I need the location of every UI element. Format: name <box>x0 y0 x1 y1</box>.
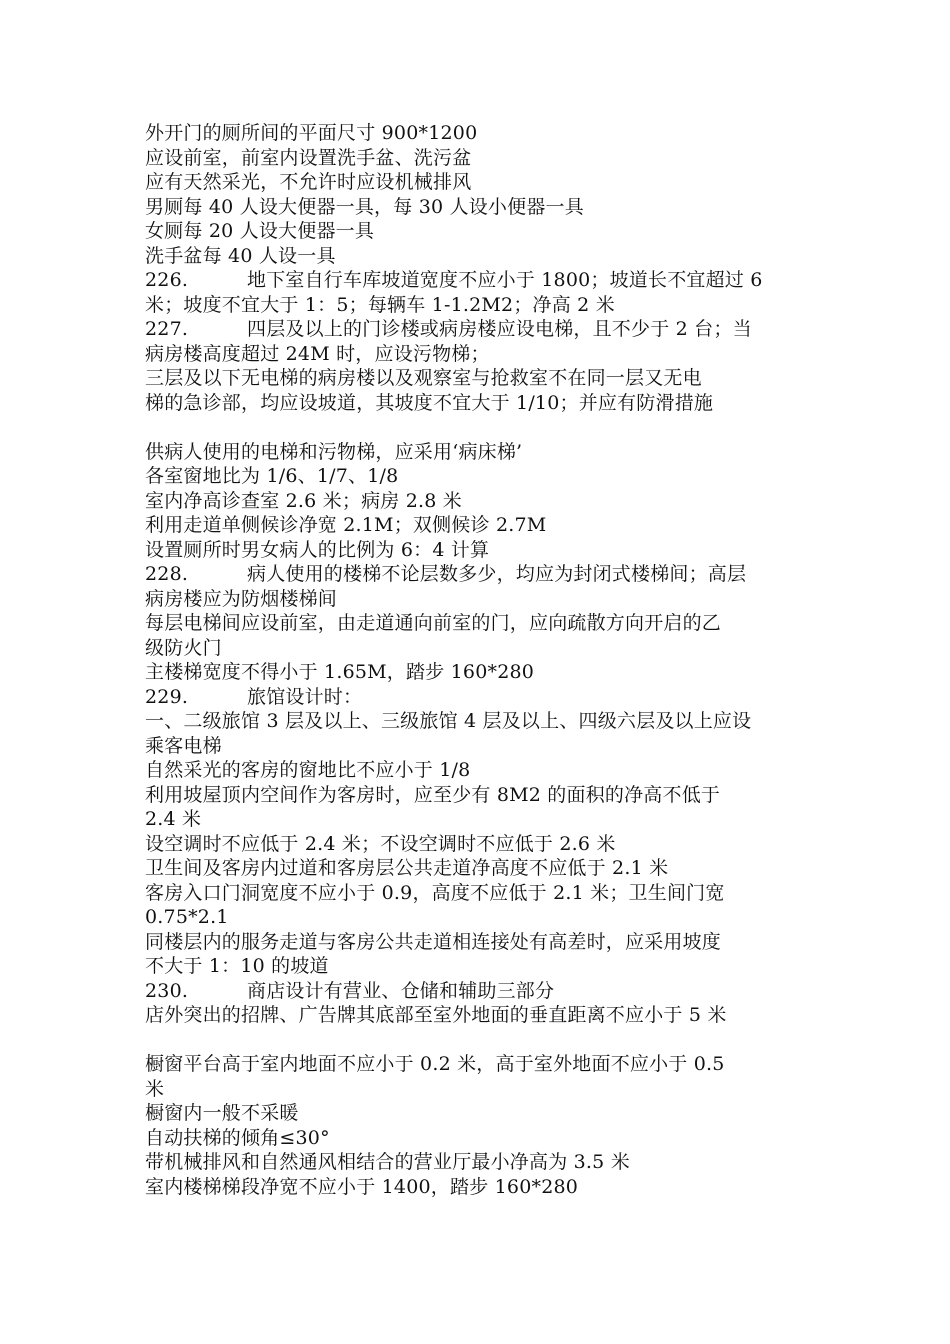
text-line <box>145 1175 815 1200</box>
blank-line <box>145 1028 815 1053</box>
text-line <box>145 366 815 391</box>
line-text: 店外突出的招牌、广告牌其底部至室外地面的垂直距离不应小于 5 米 <box>145 1004 727 1026</box>
clause-number: 228. <box>145 563 189 585</box>
line-text: 主楼梯宽度不得小于 1.65M，踏步 160*280 <box>145 661 535 683</box>
text-line <box>145 660 815 685</box>
text-line <box>145 905 815 930</box>
text-line <box>145 587 815 612</box>
text-line <box>145 121 815 146</box>
text-line <box>145 1101 815 1126</box>
line-text: 米；坡度不宜大于 1：5；每辆车 1-1.2M2；净高 2 米 <box>145 293 615 316</box>
line-text: 利用坡屋顶内空间作为客房时，应至少有 8M2 的面积的净高不低于 <box>145 783 721 806</box>
text-line <box>145 317 815 342</box>
text-line <box>145 562 815 587</box>
text-line <box>145 832 815 857</box>
clause-number: 229. <box>145 685 189 708</box>
line-text: 旅馆设计时： <box>247 685 363 708</box>
text-line <box>145 758 815 783</box>
text-line <box>145 538 815 563</box>
line-text: 梯的急诊部，均应设坡道，其坡度不宜大于 1/10；并应有防滑措施 <box>145 391 714 414</box>
line-text: 外开门的厕所间的平面尺寸 900*1200 <box>145 122 478 144</box>
line-text: 乘客电梯 <box>145 734 222 757</box>
line-text: 橱窗平台高于室内地面不应小于 0.2 米，高于室外地面不应小于 0.5 <box>145 1053 725 1075</box>
line-text: 自然采光的客房的窗地比不应小于 1/8 <box>145 759 471 781</box>
text-line <box>145 856 815 881</box>
line-text: 四层及以上的门诊楼或病房楼应设电梯，且不少于 2 台；当 <box>247 318 752 340</box>
line-text: 室内净高诊查室 2.6 米；病房 2.8 米 <box>145 489 462 512</box>
text-line <box>145 489 815 514</box>
text-line <box>145 734 815 759</box>
text-line <box>145 391 815 416</box>
text-line <box>145 219 815 244</box>
text-line <box>145 1150 815 1175</box>
line-text: 自动扶梯的倾角≤30° <box>145 1126 330 1149</box>
text-line <box>145 440 815 465</box>
text-line <box>145 1003 815 1028</box>
text-line <box>145 1077 815 1102</box>
text-line <box>145 881 815 906</box>
line-text: 病房楼高度超过 24M 时，应设污物梯； <box>145 342 490 365</box>
line-text: 带机械排风和自然通风相结合的营业厅最小净高为 3.5 米 <box>145 1151 630 1173</box>
clause-number: 227. <box>145 318 189 340</box>
text-line <box>145 170 815 195</box>
text-line <box>145 685 815 710</box>
text-line <box>145 342 815 367</box>
text-line <box>145 636 815 661</box>
line-text: 设置厕所时男女病人的比例为 6：4 计算 <box>145 538 490 561</box>
line-text: 室内楼梯梯段净宽不应小于 1400，踏步 160*280 <box>145 1175 579 1198</box>
text-line <box>145 954 815 979</box>
text-line <box>145 268 815 293</box>
text-line <box>145 513 815 538</box>
text-line <box>145 611 815 636</box>
line-text: 设空调时不应低于 2.4 米；不设空调时不应低于 2.6 米 <box>145 832 616 855</box>
line-text: 卫生间及客房内过道和客房层公共走道净高度不应低于 2.1 米 <box>145 857 669 879</box>
line-text: 不大于 1：10 的坡道 <box>145 955 329 977</box>
text-line <box>145 709 815 734</box>
line-text: 病房楼应为防烟楼梯间 <box>145 587 338 610</box>
text-line <box>145 979 815 1004</box>
line-text: 0.75*2.1 <box>145 906 229 928</box>
text-line <box>145 783 815 808</box>
text-line <box>145 195 815 220</box>
line-text: 米 <box>145 1077 165 1100</box>
text-line <box>145 1126 815 1151</box>
line-text: 每层电梯间应设前室，由走道通向前室的门，应向疏散方向开启的乙 <box>145 612 722 634</box>
clause-number: 230. <box>145 979 189 1002</box>
line-text: 各室窗地比为 1/6、1/7、1/8 <box>145 465 399 487</box>
text-line <box>145 244 815 269</box>
line-text: 级防火门 <box>145 636 222 659</box>
text-line <box>145 807 815 832</box>
line-text: 商店设计有营业、仓储和辅助三部分 <box>247 979 555 1002</box>
line-text: 利用走道单侧候诊净宽 2.1M；双侧候诊 2.7M <box>145 514 547 536</box>
line-text: 病人使用的楼梯不论层数多少，均应为封闭式楼梯间；高层 <box>247 563 747 585</box>
text-line <box>145 146 815 171</box>
line-text: 男厕每 40 人设大便器一具，每 30 人设小便器一具 <box>145 195 584 218</box>
document-body <box>145 121 815 1199</box>
blank-line <box>145 415 815 440</box>
line-text: 供病人使用的电梯和污物梯，应采用‘病床梯’ <box>145 440 523 463</box>
line-text: 客房入口门洞宽度不应小于 0.9，高度不应低于 2.1 米；卫生间门宽 <box>145 881 725 904</box>
line-text: 一、二级旅馆 3 层及以上、三级旅馆 4 层及以上、四级六层及以上应设 <box>145 710 752 732</box>
text-line <box>145 930 815 955</box>
line-text: 同楼层内的服务走道与客房公共走道相连接处有高差时，应采用坡度 <box>145 930 722 953</box>
line-text: 2.4 米 <box>145 808 202 830</box>
line-text: 橱窗内一般不采暖 <box>145 1102 299 1124</box>
line-text: 洗手盆每 40 人设一具 <box>145 244 336 267</box>
line-text: 地下室自行车库坡道宽度不应小于 1800；坡道长不宜超过 6 <box>247 269 763 291</box>
text-line <box>145 293 815 318</box>
text-line <box>145 1052 815 1077</box>
line-text: 应设前室，前室内设置洗手盆、洗污盆 <box>145 146 472 169</box>
line-text: 女厕每 20 人设大便器一具 <box>145 220 375 242</box>
text-line <box>145 464 815 489</box>
line-text: 应有天然采光，不允许时应设机械排风 <box>145 171 472 193</box>
line-text: 三层及以下无电梯的病房楼以及观察室与抢救室不在同一层又无电 <box>145 367 702 389</box>
clause-number: 226. <box>145 269 189 291</box>
